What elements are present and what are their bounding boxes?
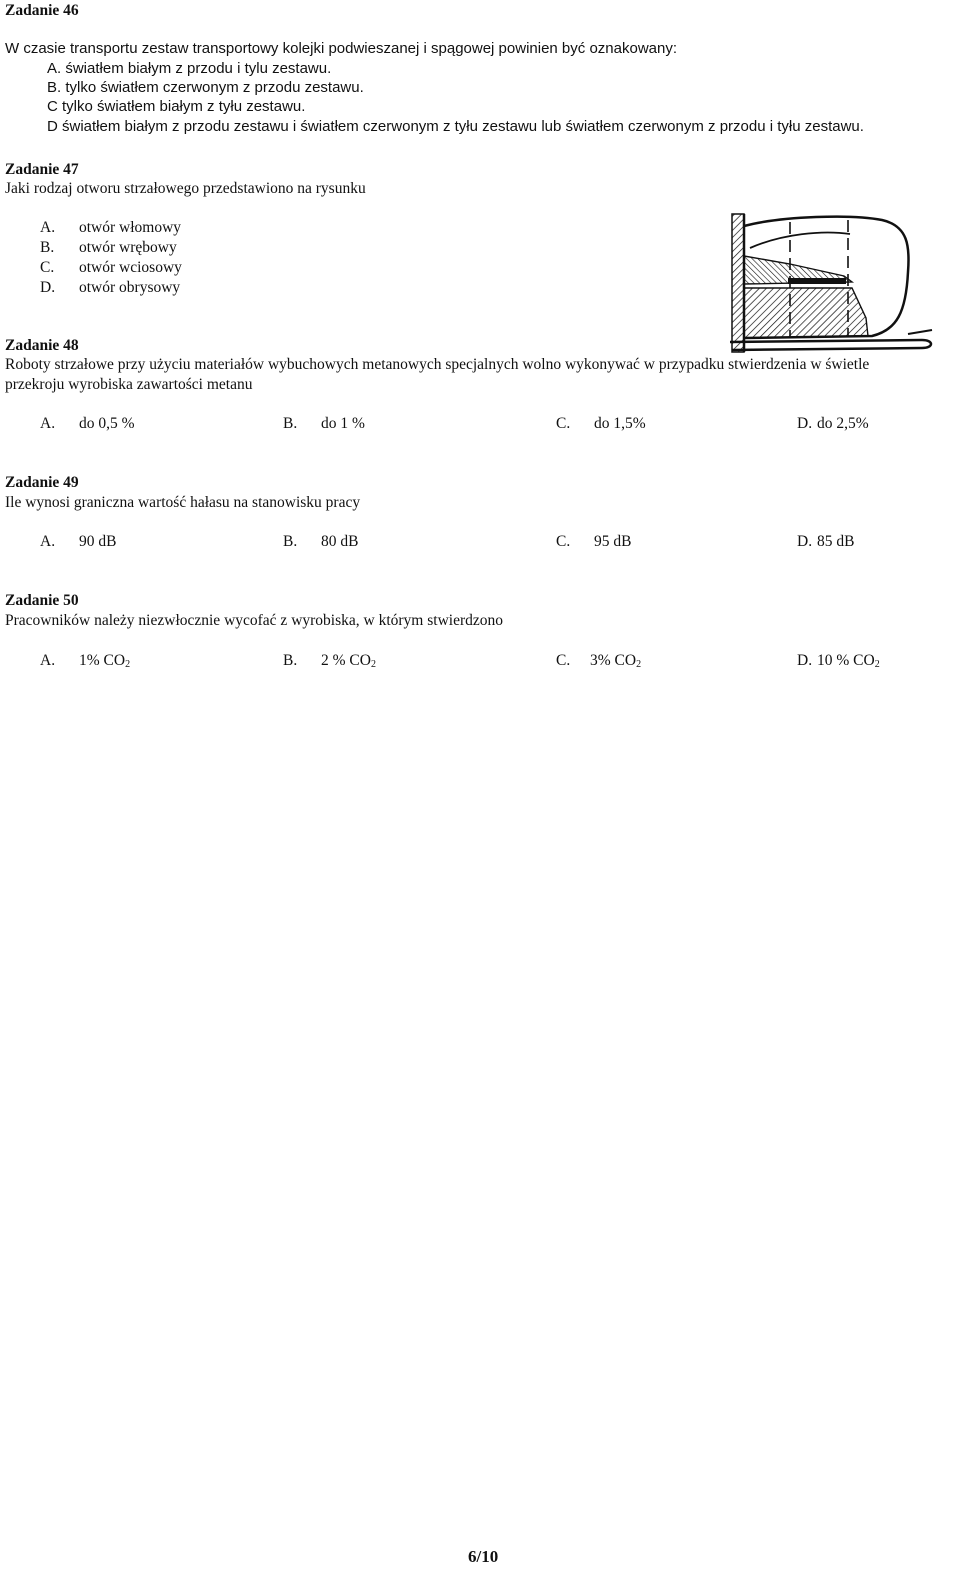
q46-option-d: D światłem białym z przodu zestawu i światłem czerwonym z tyłu zestawu lub światłem czerwonym z przodu i tyłu zestawu. — [47, 118, 864, 135]
q48-option-d-letter: D. — [797, 415, 813, 432]
q50-option-c-value: 3% CO — [590, 652, 637, 669]
q47-title: Zadanie 47 — [5, 161, 79, 178]
q47-option-a-text: otwór włomowy — [79, 219, 182, 236]
q50-option-b-subscript: 2 — [370, 659, 376, 670]
q49-option-c-letter: C. — [556, 533, 571, 550]
q46-option-a: A. światłem białym z przodu i tylu zestawu. — [47, 60, 332, 77]
q48-option-c-letter: C. — [556, 415, 571, 432]
q50-option-a-value: 1% CO — [79, 652, 126, 669]
q50-option-c-subscript: 2 — [636, 659, 642, 670]
q50-option-b-letter: B. — [283, 652, 298, 669]
blast-hole-drawing — [722, 212, 942, 362]
q48-title: Zadanie 48 — [5, 337, 79, 354]
q50-question: Pracowników należy niezwłocznie wycofać z wyrobiska, w którym stwierdzono — [5, 612, 503, 629]
wall-band — [732, 214, 744, 352]
q50-option-a-text — [79, 651, 130, 675]
q49-title: Zadanie 49 — [5, 474, 79, 491]
q50-title: Zadanie 50 — [5, 592, 79, 609]
q48-option-a-letter: A. — [40, 415, 56, 432]
blast-hole-charge — [788, 278, 846, 284]
q50-option-c-text — [590, 651, 641, 675]
q47-option-b-letter: B. — [40, 239, 55, 256]
q49-option-a-text: 90 dB — [79, 533, 117, 550]
q50-option-c-letter: C. — [556, 652, 571, 669]
lower-zone — [744, 288, 868, 338]
page-number: 6/10 — [468, 1547, 499, 1566]
q48-question-line2: przekroju wyrobiska zawartości metanu — [5, 376, 253, 393]
q50-option-a-letter: A. — [40, 652, 56, 669]
q50-option-d-value: 10 % CO — [817, 652, 875, 669]
inner-contour — [750, 233, 850, 248]
q49-option-b-letter: B. — [283, 533, 298, 550]
q49-option-b-text: 80 dB — [321, 533, 359, 550]
q46-option-c: C tylko światłem białym z tyłu zestawu. — [47, 98, 306, 115]
q50-option-d-letter: D. — [797, 652, 813, 669]
q49-option-d-letter: D. — [797, 533, 813, 550]
q50-option-a-subscript: 2 — [125, 659, 131, 670]
floor-line — [730, 340, 931, 350]
q48-option-d-text: do 2,5% — [817, 415, 869, 432]
q48-option-b-letter: B. — [283, 415, 298, 432]
q49-option-a-letter: A. — [40, 533, 56, 550]
floor-extension — [908, 330, 932, 334]
q48-question-line1: Roboty strzałowe przy użyciu materiałów wybuchowych metanowych specjalnych wolno wykonywać w przypadku stwierdzenia w świetle — [5, 356, 870, 373]
q50-option-d-text — [817, 651, 880, 675]
q46-option-b: B. tylko światłem czerwonym z przodu zestawu. — [47, 79, 364, 96]
q47-question: Jaki rodzaj otworu strzałowego przedstawiono na rysunku — [5, 180, 366, 197]
q46-title: Zadanie 46 — [5, 2, 79, 19]
q47-option-c-letter: C. — [40, 259, 55, 276]
q47-option-b-text: otwór wrębowy — [79, 239, 177, 256]
q50-option-b-text — [321, 651, 376, 675]
q49-question: Ile wynosi graniczna wartość hałasu na stanowisku pracy — [5, 494, 361, 511]
q49-option-c-text: 95 dB — [594, 533, 632, 550]
q50-option-b-value: 2 % CO — [321, 652, 371, 669]
q49-option-d-text: 85 dB — [817, 533, 855, 550]
q47-option-d-letter: D. — [40, 279, 56, 296]
q48-option-b-text: do 1 % — [321, 415, 365, 432]
q47-option-d-text: otwór obrysowy — [79, 279, 181, 296]
q48-option-c-text: do 1,5% — [594, 415, 646, 432]
q48-option-a-text: do 0,5 % — [79, 415, 135, 432]
q46-question: W czasie transportu zestaw transportowy kolejki podwieszanej i spągowej powinien być oznakowany: — [5, 40, 677, 57]
q47-option-c-text: otwór wciosowy — [79, 259, 182, 276]
q50-option-d-subscript: 2 — [874, 659, 880, 670]
q47-option-a-letter: A. — [40, 219, 56, 236]
